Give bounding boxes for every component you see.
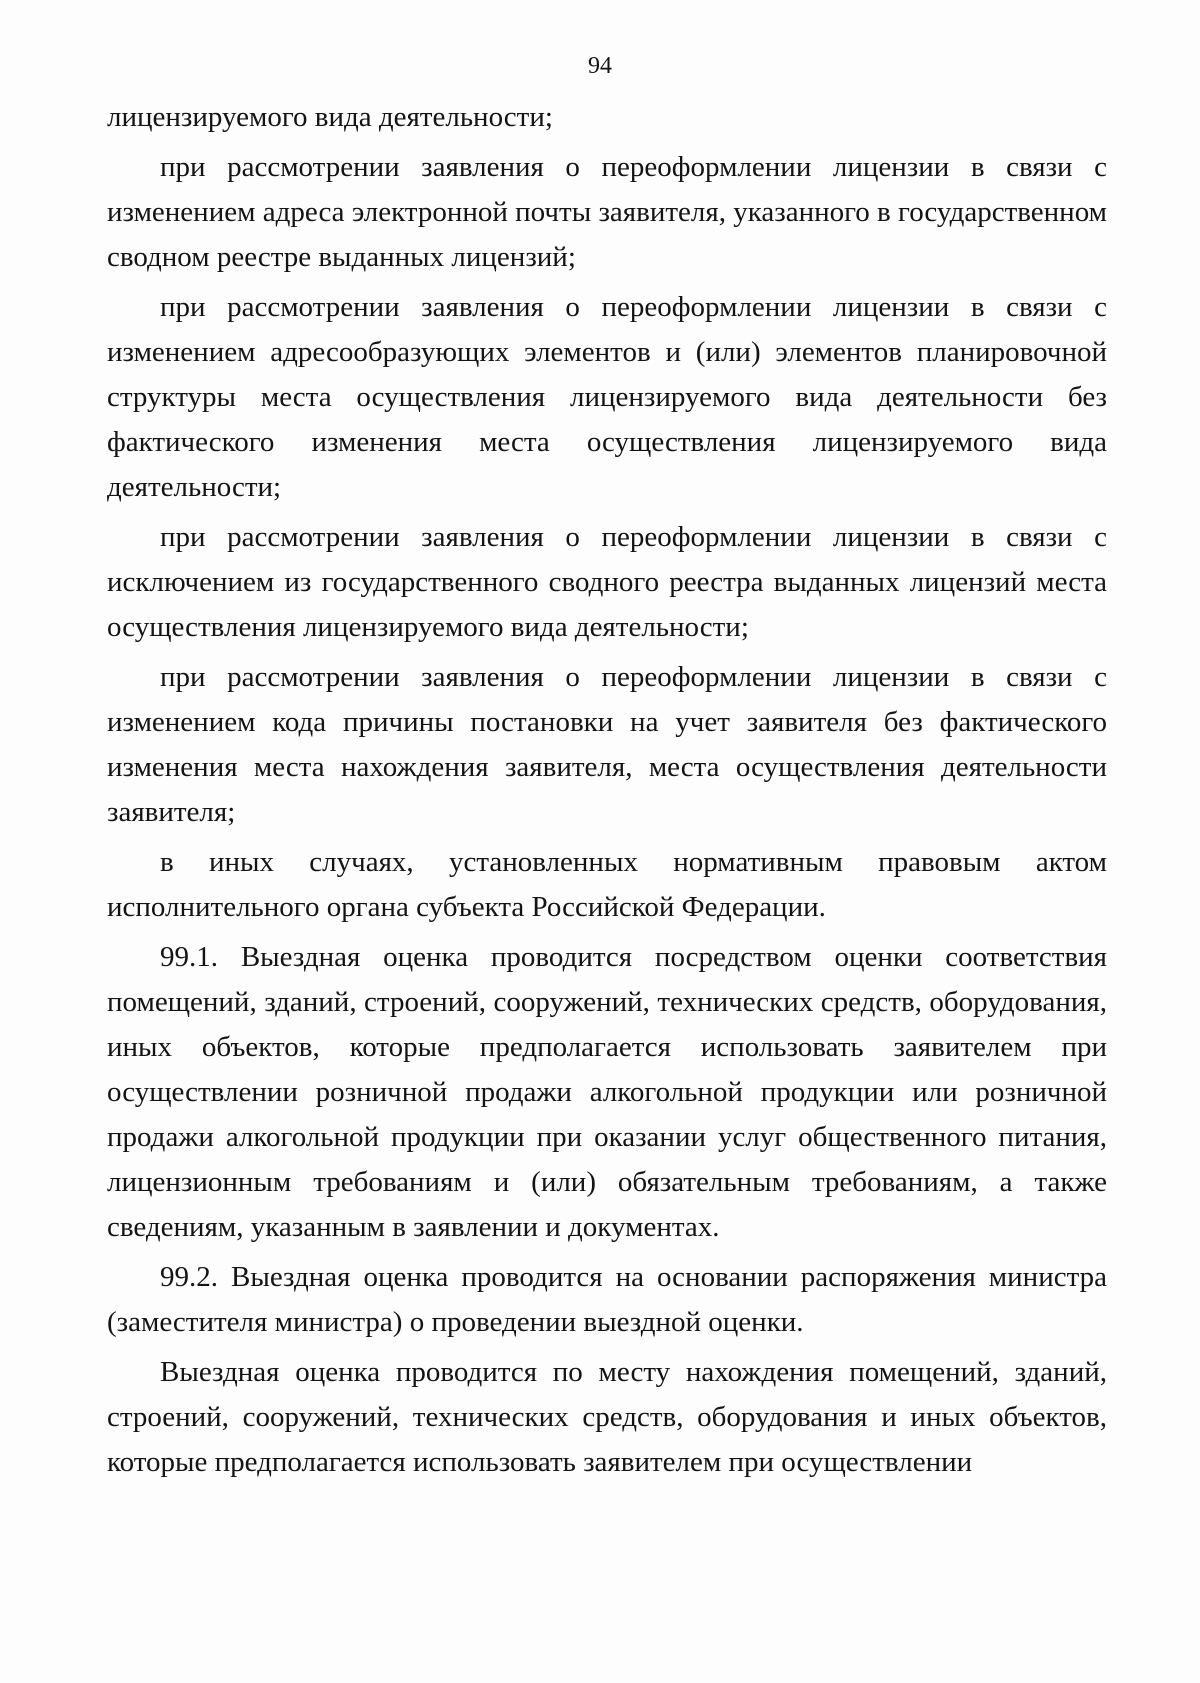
paragraph-place-exclusion: при рассмотрении заявления о переоформлении лицензии в связи с исключением из государственного сводного реестра выданных лицензий места осуществления лицензируемого вида деятельности;: [107, 521, 1107, 643]
paragraph-99-2: 99.2. Выездная оценка проводится на основании распоряжения министра (заместителя министра) о проведении выездной оценки.: [107, 1261, 1107, 1338]
paragraph-email-change: при рассмотрении заявления о переоформлении лицензии в связи с изменением адреса электронной почты заявителя, указанного в государственном сводном реестре выданных лицензий;: [107, 151, 1107, 273]
paragraph-other-cases: в иных случаях, установленных нормативным правовым актом исполнительного органа субъекта Российской Федерации.: [107, 846, 1107, 923]
document-body: [107, 95, 1107, 1490]
paragraph-99-1: 99.1. Выездная оценка проводится посредством оценки соответствия помещений, зданий, строений, сооружений, технических средств, оборудования, иных объектов, которые предполагается использовать заявителем при осуществлении розничной продажи алкогольной продукции или розничной продажи алкогольной продукции при оказании услуг общественного питания, лицензионным требованиям и (или) обязательным требованиям, а также сведениям, указанным в заявлении и документах.: [107, 941, 1107, 1243]
paragraph-kpp-change: при рассмотрении заявления о переоформлении лицензии в связи с изменением кода причины постановки на учет заявителя без фактического изменения места нахождения заявителя, места осуществления деятельности заявителя;: [107, 661, 1107, 828]
paragraph-address-elements-change: при рассмотрении заявления о переоформлении лицензии в связи с изменением адресообразующих элементов и (или) элементов планировочной структуры места осуществления лицензируемого вида деятельности без фактического изменения места осуществления лицензируемого вида деятельности;: [107, 291, 1107, 503]
paragraph-continuation: лицензируемого вида деятельности;: [107, 101, 553, 133]
paragraph-onsite-location: Выездная оценка проводится по месту нахождения помещений, зданий, строений, сооружений, технических средств, оборудования и иных объектов, которые предполагается использовать заявителем при осуществлении: [107, 1356, 1107, 1478]
page-number: 94: [588, 53, 612, 79]
